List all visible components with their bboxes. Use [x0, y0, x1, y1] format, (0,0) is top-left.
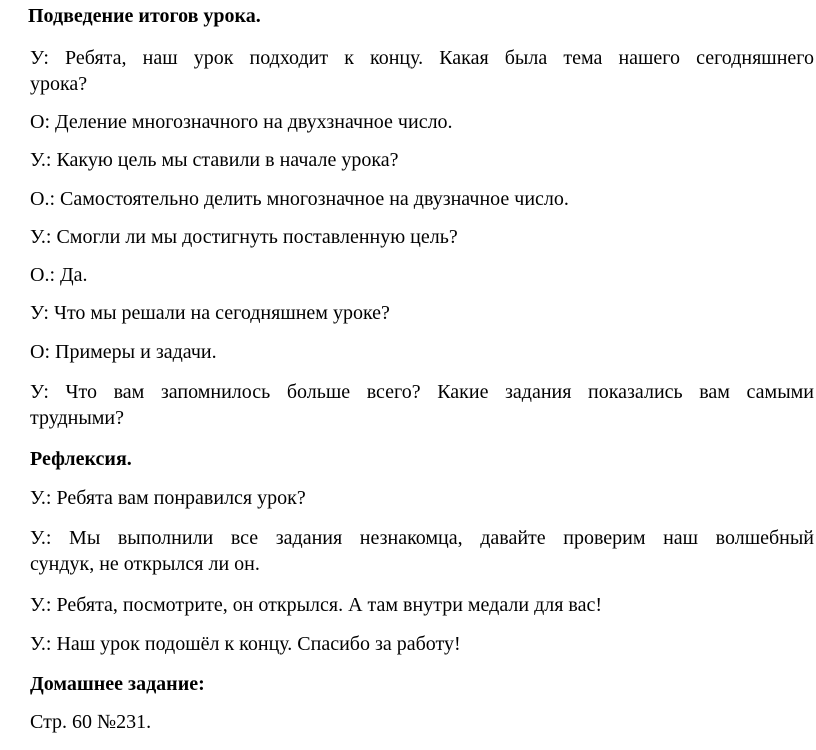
- paragraph-line: У.: Ребята, посмотрите, он открылся. А там внутри медали для вас!: [30, 594, 603, 616]
- homework-text: Стр. 60 №231.: [30, 711, 152, 733]
- section-heading: [0, 3, 261, 29]
- paragraph-line: сундук, не открылся ли он.: [30, 553, 260, 575]
- paragraph-line: У: Что мы решали на сегодняшнем уроке?: [30, 302, 390, 324]
- paragraph-line: У: Что вам запомнилось больше всего? Какие задания показались вам самыми: [30, 381, 814, 403]
- paragraph-line: О.: Да.: [30, 264, 88, 286]
- reflection-heading: Рефлексия.: [30, 448, 132, 470]
- paragraph-line: У: Ребята, наш урок подходит к концу. Какая была тема нашего сегодняшнего: [30, 47, 814, 69]
- paragraph-line: У.: Смогли ли мы достигнуть поставленную цель?: [30, 226, 458, 248]
- paragraph-line: О: Примеры и задачи.: [30, 341, 217, 363]
- paragraph-line: трудными?: [30, 407, 125, 429]
- paragraph-line: О.: Самостоятельно делить многозначное на двузначное число.: [30, 188, 569, 210]
- section-number: [0, 3, 28, 29]
- paragraph-line: У.: Мы выполнили все задания незнакомца, давайте проверим наш волшебный: [30, 527, 814, 549]
- paragraph-line: У.: Какую цель мы ставили в начале урока?: [30, 149, 399, 171]
- paragraph-line: О: Деление многозначного на двухзначное число.: [30, 111, 453, 133]
- paragraph-line: урока?: [30, 73, 88, 95]
- paragraph-line: У.: Ребята вам понравился урок?: [30, 487, 306, 509]
- homework-heading: Домашнее задание:: [30, 673, 205, 695]
- paragraph-line: У.: Наш урок подошёл к концу. Спасибо за работу!: [30, 633, 461, 655]
- section-title: Подведение итогов урока.: [28, 5, 261, 27]
